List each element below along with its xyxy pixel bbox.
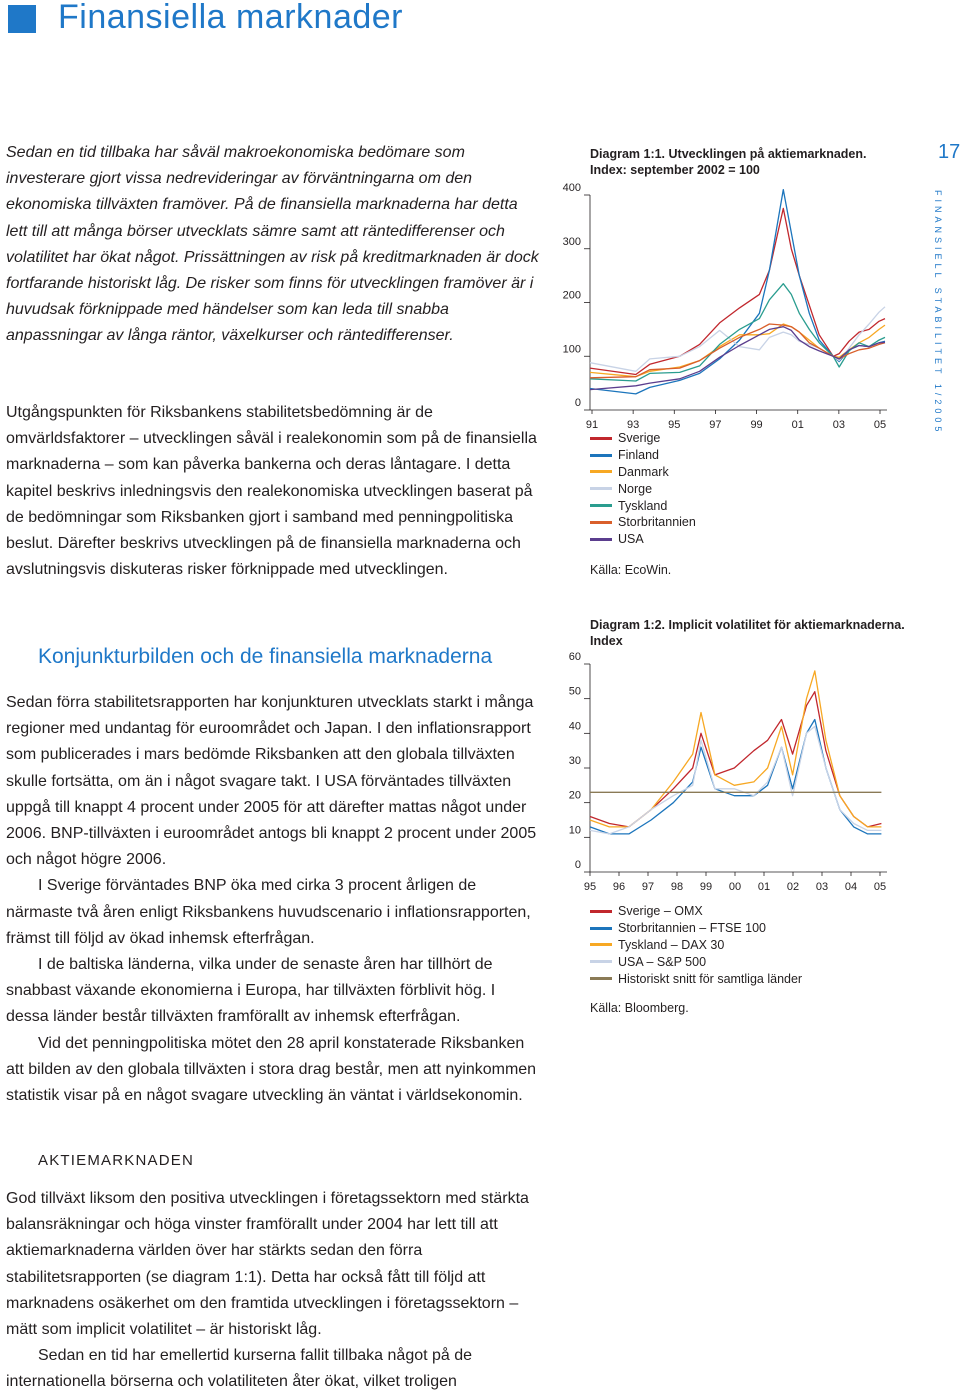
chart1-x-tick-label: 01 [791, 419, 804, 430]
chart1-legend-swatch [590, 538, 612, 541]
chart2-legend-label: Historiskt snitt för samtliga länder [618, 971, 803, 986]
chart2-legend-item [590, 920, 802, 937]
chart2-y-tick-label: 20 [568, 789, 581, 802]
chart1-legend-swatch [590, 470, 612, 473]
chart1-title: Diagram 1:1. Utvecklingen på aktiemarknaden. Index: september 2002 = 100 [590, 147, 867, 177]
chart1-series-line [590, 284, 885, 381]
chart2-y-tick-label: 50 [568, 685, 581, 698]
chart2-x-tick-label: 00 [728, 881, 742, 893]
body-paragraph: Sedan förra stabilitetsrapporten har konjunkturen utvecklats starkt i många regioner med undantag för euroområdet och Japan. I den inflationsrapport som publicerades i mars bedömde Riksbanken att den globala tillväxten skulle fortsätta, om än i något svagare takt. I USA förväntades tillväxten uppgå till knappt 4 procent under 2005 för att därefter mattas något under 2006. BNP-tillväxten i euroområdet antogs bli knappt 2 procent under 2005 och något högre 2006. [6, 694, 537, 869]
chart1-legend-label: Finland [618, 448, 659, 463]
chart1-legend-item [590, 497, 696, 514]
chart1-x-tick-label: 95 [668, 419, 681, 430]
page-number: 17 [938, 141, 960, 163]
section-heading: Konjunkturbilden och de finansiella marknaderna [38, 645, 493, 668]
chart2-title: Diagram 1:2. Implicit volatilitet för aktiemarknaderna. Index [590, 618, 905, 648]
chart2-legend-swatch [590, 910, 612, 913]
chart2-legend-item [590, 903, 802, 920]
chart1-legend-label: Storbritannien [618, 515, 696, 530]
chart2-legend-swatch [590, 943, 612, 946]
chart2-series-line [590, 726, 881, 834]
body-paragraph: Utgångspunkten för Riksbankens stabilitetsbedömning är de omvärldsfaktorer – utvecklingen såväl i realekonomin som på de finansiella marknaderna – som kan påverka bankerna och deras låntagare. I detta kapitel beskrivs inledningsvis den realekonomiska utvecklingen baserat på de bedömningar som Riksbanken gjort i samband med penningpolitiska beslut. Därefter beskrivs utvecklingen på de finansiella marknaderna och avslutningsvis diskuteras risker förknippade med utvecklingen. [6, 404, 537, 579]
chart1-legend [590, 430, 696, 548]
chart1-legend-item [590, 531, 696, 548]
chart2-legend-item [590, 937, 802, 954]
chart2-series-line [590, 720, 881, 834]
chart2-x-tick-label: 95 [583, 881, 597, 893]
chart1-legend-swatch [590, 504, 612, 507]
chart1-legend-item [590, 447, 696, 464]
chart2-y-tick-label: 30 [568, 755, 581, 767]
intro-section [6, 140, 541, 350]
chart2-plot [555, 650, 895, 895]
chart2-y-tick-label: 10 [568, 824, 581, 837]
body-section-3 [6, 1186, 541, 1396]
chart1-legend-swatch [590, 487, 612, 490]
chart2-legend-swatch [590, 977, 612, 980]
chart1-plot [555, 180, 895, 430]
chart1-legend-swatch [590, 454, 612, 457]
chart2-source: Källa: Bloomberg. [590, 1001, 689, 1015]
chart1-source: Källa: EcoWin. [590, 563, 672, 577]
chart2-x-tick-label: 03 [815, 881, 829, 893]
chart1-legend-label: USA [618, 532, 644, 547]
body-section-2 [6, 690, 541, 1109]
chart2-legend-label: Sverige – OMX [618, 904, 703, 919]
page-title: Finansiella marknader [58, 0, 403, 36]
intro-paragraph: Sedan en tid tillbaka har såväl makroekonomiska bedömare som investerare gjort vissa nedrevideringar av förväntningarna om den ekonomiska tillväxten framöver. På de finansiella marknaderna har detta lett till att många börser utvecklats sämre samt att räntedifferenser och volatilitet har ökat något. Prissättningen av risk på kreditmarknaden är dock fortfarande historiskt låg. De risker som finns för utvecklingen framöver är i huvudsak förknippade med händelser som kan leda till snabba anpassningar av långa räntor, växelkurser och räntedifferenser. [6, 144, 539, 345]
chart1-y-tick-label: 0 [574, 397, 581, 409]
chart2-x-tick-label: 97 [641, 881, 655, 893]
chart1-legend-label: Norge [618, 481, 653, 496]
chart2-legend-item [590, 970, 802, 987]
chart1-legend-item [590, 514, 696, 531]
chart1-y-tick-label: 400 [562, 182, 581, 194]
body-paragraph: Sedan en tid har emellertid kurserna fallit tillbaka något på de internationella börserna och volatiliteten åter ökat, vilket troligen [6, 1347, 473, 1391]
chart1-series-line [590, 324, 885, 377]
chart2-legend-item [590, 953, 802, 970]
chart2-x-tick-label: 01 [757, 881, 771, 893]
chart2-x-tick-label: 96 [612, 881, 626, 893]
chart1-legend-label: Danmark [618, 464, 669, 479]
chart1-legend-label: Tyskland [618, 498, 668, 513]
chart1-legend-item [590, 464, 696, 481]
chart1-series-line [590, 208, 885, 374]
chart2-x-tick-label: 05 [873, 881, 887, 893]
body-paragraph: I Sverige förväntades BNP öka med cirka 3 procent årligen de närmaste två åren enligt Riksbankens huvudscenario i inflationsrapporten, främst till följd av ökad inhemsk efterfrågan. [6, 877, 531, 947]
body-paragraph: I de baltiska länderna, vilka under de senaste åren har tillhört de snabbast växande ekonomierna i Europa, har tillväxten förblivit hög. I dessa länder består tillväxten framförallt av inhemsk efterfrågan. [6, 956, 496, 1026]
chart1-x-tick-label: 97 [709, 419, 722, 430]
chart2-x-tick-label: 04 [844, 881, 858, 893]
chart2-y-tick-label: 60 [568, 651, 581, 663]
chart1-legend-item [590, 430, 696, 447]
chart2-series-line [590, 692, 881, 827]
title-square [8, 5, 36, 33]
chart1-x-tick-label: 91 [585, 419, 599, 430]
chart1-y-tick-label: 100 [562, 343, 581, 356]
chart1-legend-swatch [590, 521, 612, 524]
chart2-x-tick-label: 99 [699, 881, 713, 893]
chart1-x-tick-label: 05 [873, 419, 887, 430]
chart1-y-tick-label: 300 [562, 235, 581, 248]
body-paragraph: Vid det penningpolitiska mötet den 28 april konstaterade Riksbanken att bilden av den globala tillväxten i stora drag består, men att nyinkommen statistik visar på en något svagare utveckling än väntat i världsekonomin. [6, 1034, 537, 1105]
chart2-legend-label: USA – S&P 500 [618, 954, 707, 969]
chart1-legend-item [590, 480, 696, 497]
side-label: FINANSIELL STABILITET 1/2005 [933, 190, 943, 436]
chart1-legend-label: Sverige [618, 431, 661, 446]
chart1-x-tick-label: 03 [832, 419, 845, 430]
chart2-legend-label: Tyskland – DAX 30 [618, 937, 725, 952]
chart2-legend-swatch [590, 960, 612, 963]
chart2-legend-swatch [590, 927, 612, 930]
chart2-y-tick-label: 0 [574, 859, 581, 871]
chart2-x-tick-label: 02 [786, 881, 800, 893]
body-paragraph: God tillväxt liksom den positiva utvecklingen i företagssektorn med stärkta balansräkningar och höga vinster framförallt under 2004 har lett till att aktiemarknaderna världen över har stärkts sedan den förra stabilitetsrapporten (se diagram 1:1). Detta har också fått till följd att marknadens osäkerhet om den framtida utvecklingen i företagssektorn – mätt som implicit volatilitet – är historiskt låg. [6, 1190, 529, 1339]
body-section-1 [6, 400, 541, 583]
chart2-legend-label: Storbritannien – FTSE 100 [618, 921, 766, 936]
chart2-y-tick-label: 40 [568, 720, 581, 733]
chart1-x-tick-label: 93 [627, 419, 640, 430]
chart1-x-tick-label: 99 [750, 419, 763, 430]
chart2-legend [590, 903, 802, 987]
chart2-x-tick-label: 98 [670, 881, 684, 893]
chart1-legend-swatch [590, 437, 612, 440]
chart1-y-tick-label: 200 [562, 289, 581, 302]
sub-heading: AKTIEMARKNADEN [38, 1152, 194, 1169]
